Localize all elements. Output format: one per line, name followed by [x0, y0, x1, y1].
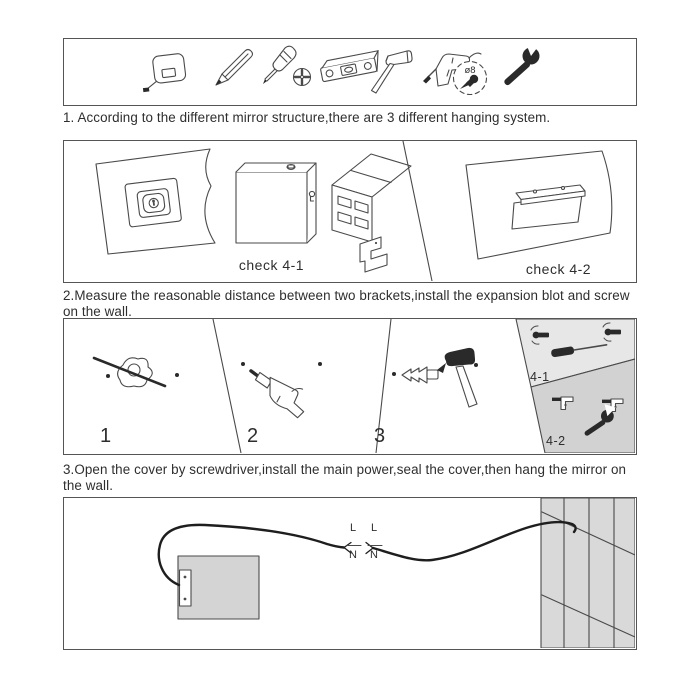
wiring-panel [63, 497, 637, 650]
hammer-expansion-bolt-drawing [392, 348, 478, 407]
drilling-holes-drawing [241, 362, 322, 419]
drill-bit-size-label: ø8 [464, 65, 476, 76]
phillips-screw-head-icon [294, 69, 311, 86]
step-number-2: 2 [247, 425, 259, 447]
step-number-3: 3 [374, 425, 386, 447]
spirit-level-icon [319, 51, 382, 82]
detail-4-2-label: 4-2 [546, 434, 566, 448]
live-label-left: L [350, 522, 357, 534]
pencil-icon [216, 50, 253, 86]
step-number-1: 1 [100, 425, 112, 447]
hanging-systems-panel [63, 140, 637, 283]
section-divider [403, 141, 432, 281]
mirror-box-with-hooks-drawing [236, 163, 316, 243]
live-label-right: L [371, 522, 378, 534]
wrench-icon [503, 41, 540, 86]
power-supply-box-drawing [178, 556, 259, 619]
instruction-step-3: 3.Open the cover by screwdriver,install the main power,seal the cover,then hang the mirror on the wall. [63, 462, 627, 493]
detail-4-1-label: 4-1 [530, 370, 550, 384]
hand-marking-dots-drawing [94, 358, 179, 387]
check-4-1-label: check 4-1 [238, 257, 305, 273]
screwdriver-icon [263, 46, 296, 84]
tiled-wall-drawing [541, 498, 635, 648]
mirror-back-square-plate-drawing [96, 149, 215, 254]
instruction-step-1: 1. According to the different mirror structure,there are 3 different hanging system. [63, 110, 551, 125]
tools-panel [63, 38, 637, 106]
check-4-2-label: check 4-2 [525, 261, 592, 277]
instruction-step-2: 2.Measure the reasonable distance between two brackets,install the expansion blot and screw on the wall. [63, 288, 630, 319]
slotted-panel-with-bracket-drawing [332, 154, 411, 272]
install-steps-panel [63, 318, 637, 455]
mirror-back-hanging-bar-drawing [466, 151, 612, 259]
neutral-label-right: N [370, 549, 378, 561]
tape-measure-icon [139, 53, 187, 92]
neutral-label-left: N [349, 549, 357, 561]
